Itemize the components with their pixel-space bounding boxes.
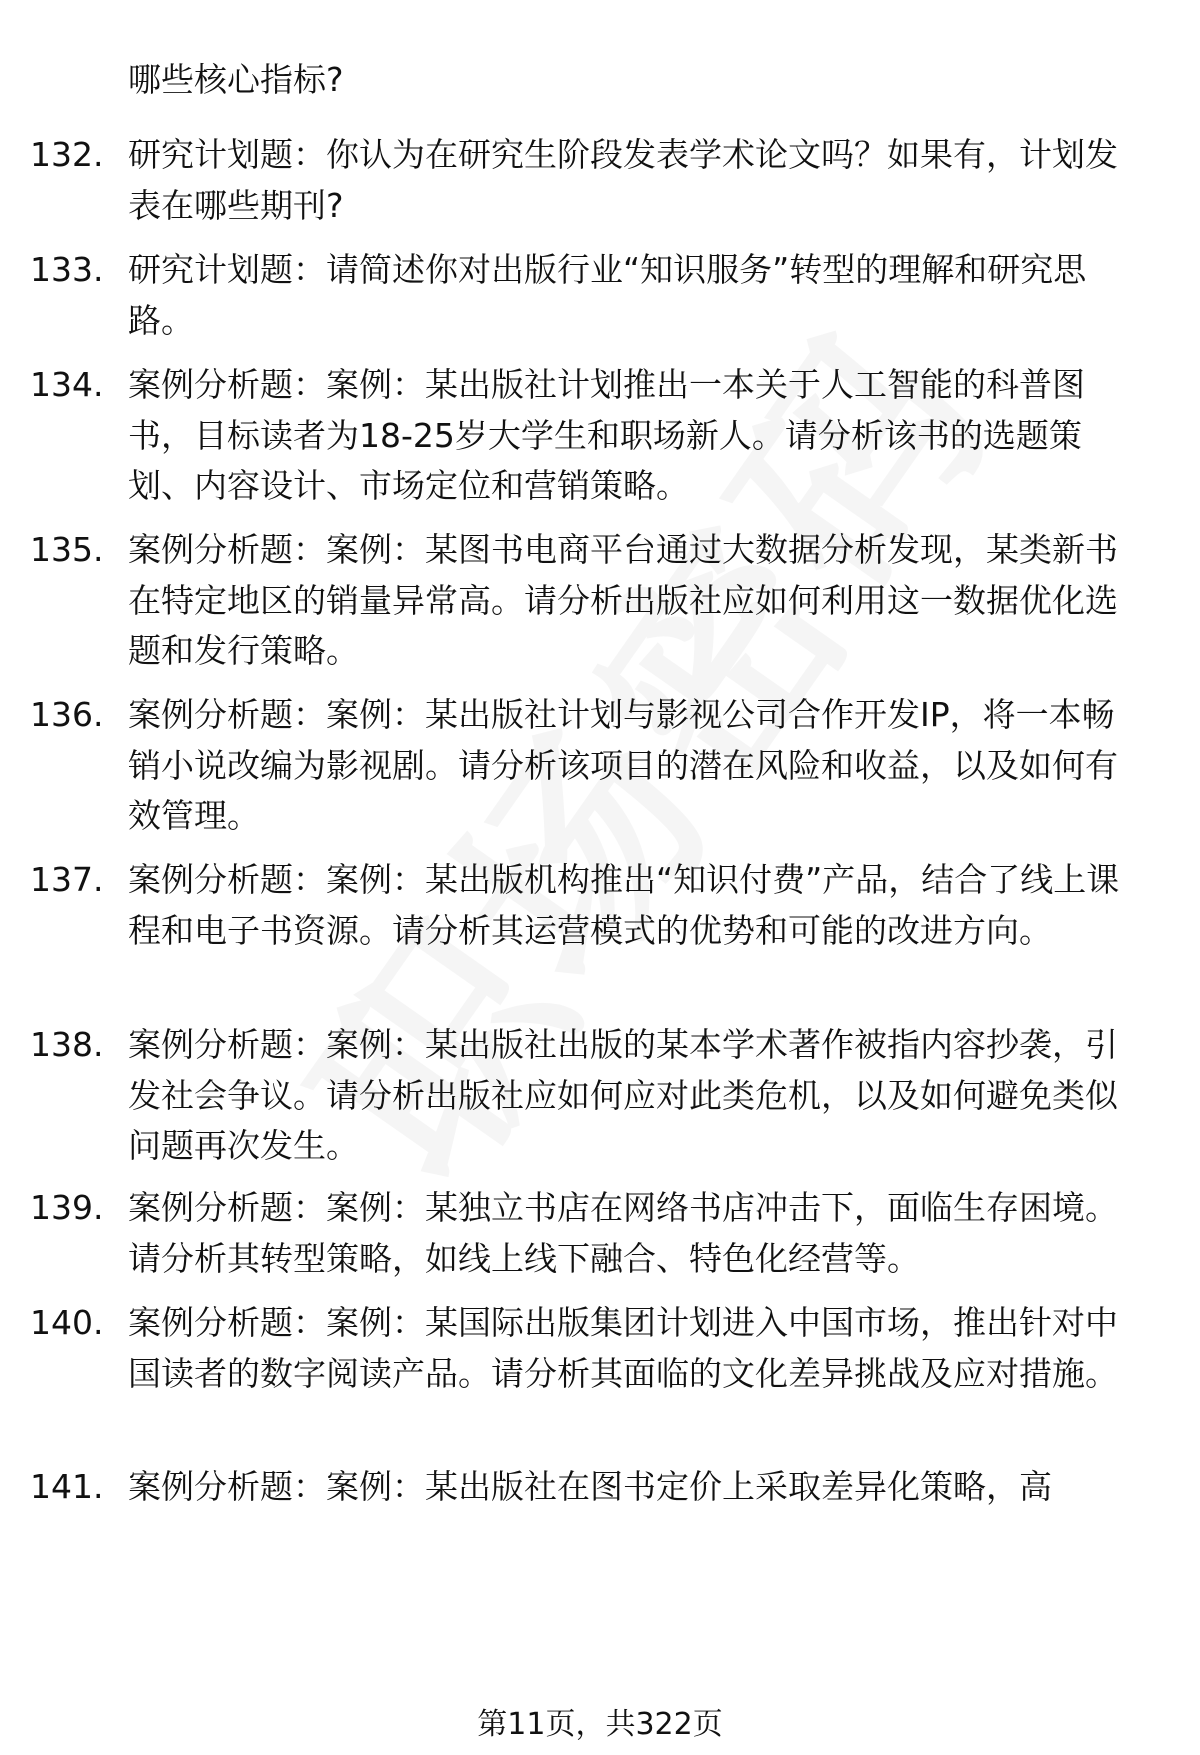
item-text: 研究计划题：你认为在研究生阶段发表学术论文吗？如果有，计划发表在哪些期刊? (128, 135, 1118, 225)
item-number: 132. (30, 135, 104, 174)
page-footer: 第11页，共322页 (477, 1707, 723, 1742)
item-number: 133. (30, 250, 104, 289)
item-text: 研究计划题：请简述你对出版行业“知识服务”转型的理解和研究思路。 (128, 250, 1087, 340)
item-number: 135. (30, 530, 104, 569)
item-number: 136. (30, 695, 104, 734)
item-text: 案例分析题：案例：某独立书店在网络书店冲击下，面临生存困境。请分析其转型策略，如线上线下融合、特色化经营等。 (128, 1188, 1118, 1278)
item-number: 140. (30, 1303, 104, 1342)
item-text: 案例分析题：案例：某出版社出版的某本学术著作被指内容抄袭，引发社会争议。请分析出版社应如何应对此类危机，以及如何避免类似问题再次发生。 (128, 1025, 1118, 1165)
item-text: 案例分析题：案例：某出版社在图书定价上采取差异化策略，高 (128, 1467, 1052, 1506)
item-number: 134. (30, 365, 104, 404)
item-text: 案例分析题：案例：某出版社计划推出一本关于人工智能的科普图书，目标读者为18-25岁大学生和职场新人。请分析该书的选题策划、内容设计、市场定位和营销策略。 (128, 365, 1085, 505)
item-text: 案例分析题：案例：某国际出版集团计划进入中国市场，推出针对中国读者的数字阅读产品。请分析其面临的文化差异挑战及应对措施。 (128, 1303, 1118, 1393)
item-number: 139. (30, 1188, 104, 1227)
item-text: 案例分析题：案例：某图书电商平台通过大数据分析发现，某类新书在特定地区的销量异常高。请分析出版社应如何利用这一数据优化选题和发行策略。 (128, 530, 1118, 670)
item-number: 141. (30, 1467, 104, 1506)
item-number: 138. (30, 1025, 104, 1064)
item-text: 案例分析题：案例：某出版机构推出“知识付费”产品，结合了线上课程和电子书资源。请分析其运营模式的优势和可能的改进方向。 (128, 860, 1120, 950)
item-number: 137. (30, 860, 104, 899)
continuation-text: 哪些核心指标? (128, 60, 344, 99)
item-text: 案例分析题：案例：某出版社计划与影视公司合作开发IP，将一本畅销小说改编为影视剧。请分析该项目的潜在风险和收益，以及如何有效管理。 (128, 695, 1118, 835)
